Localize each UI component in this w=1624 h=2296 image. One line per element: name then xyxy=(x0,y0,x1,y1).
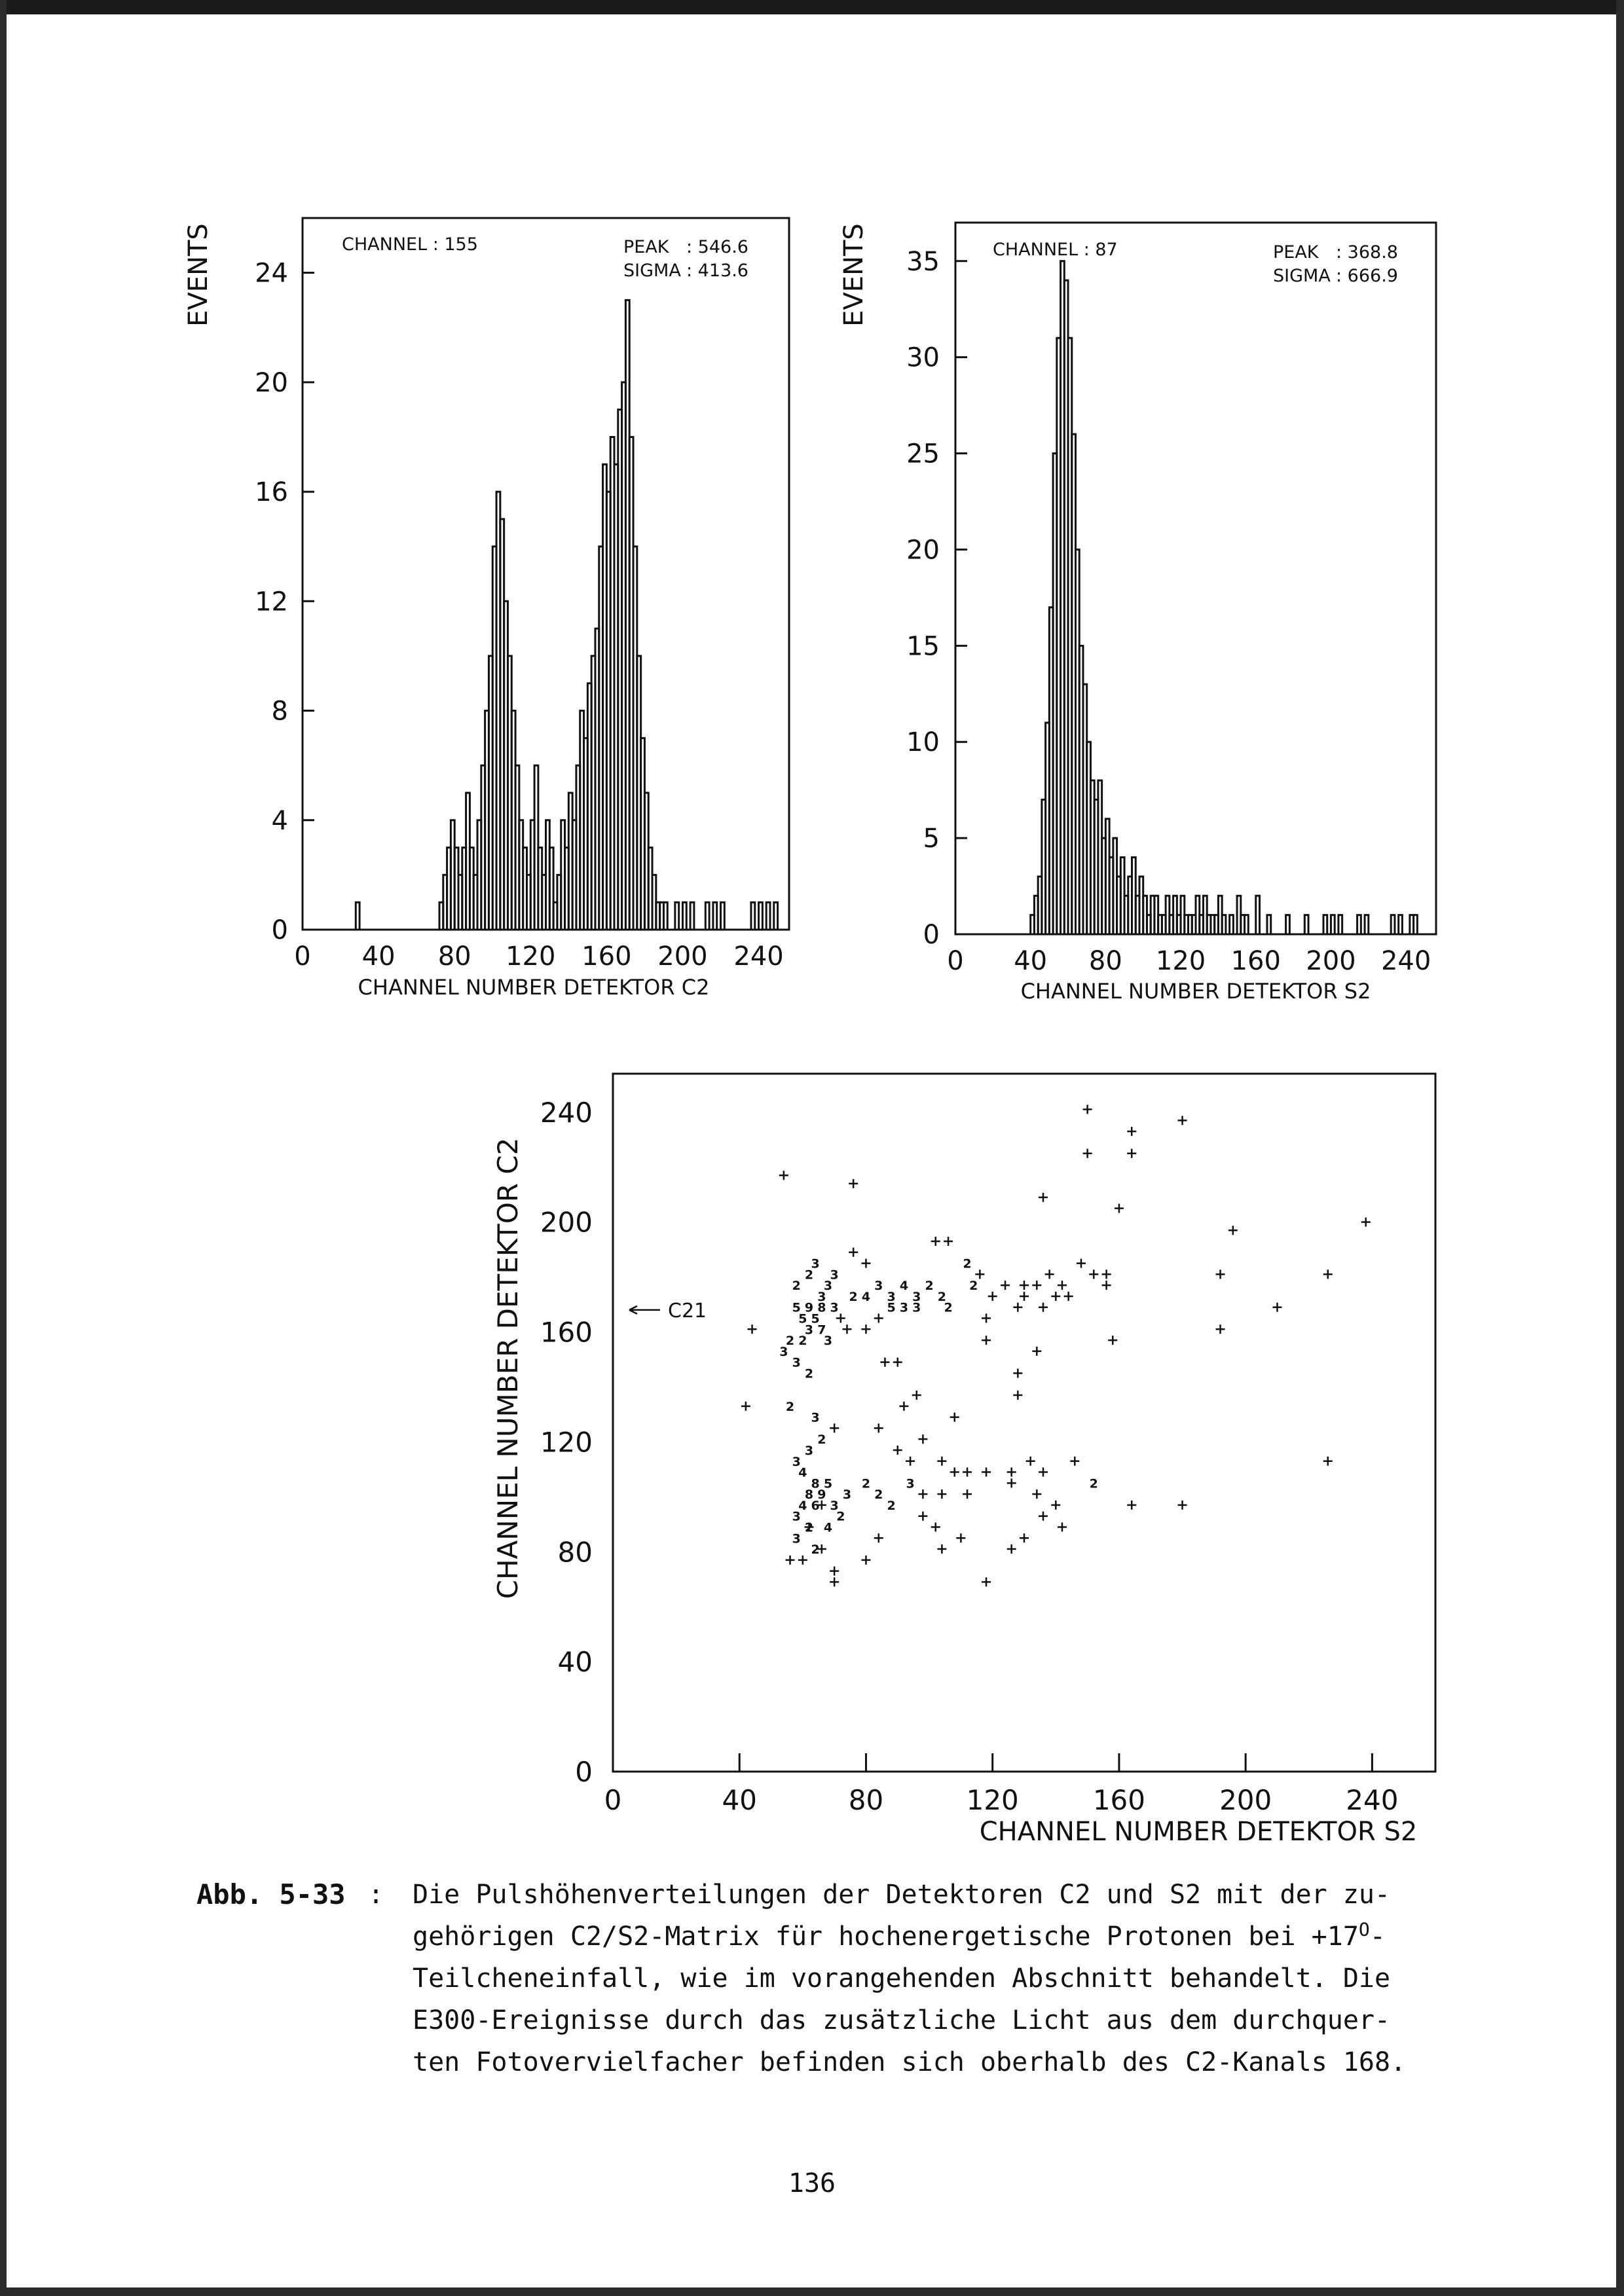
scatter-point xyxy=(1216,1324,1225,1334)
histogram-bar xyxy=(759,902,763,930)
count-marker: 3 xyxy=(792,1509,801,1524)
count-marker: 3 xyxy=(804,1443,814,1458)
count-marker: 2 xyxy=(792,1279,801,1294)
histogram-bar xyxy=(1414,915,1418,934)
y-tick-label: 240 xyxy=(540,1096,593,1129)
y-tick-label: 24 xyxy=(255,258,288,289)
count-marker: 4 xyxy=(861,1289,871,1304)
caption-text: - xyxy=(1369,1922,1386,1952)
scatter-point xyxy=(950,1468,959,1477)
x-tick-label: 80 xyxy=(1088,946,1122,976)
y-tick-label: 20 xyxy=(255,367,288,398)
scatter-point xyxy=(1058,1522,1067,1531)
caption-colon: : xyxy=(368,1880,384,1910)
scatter-point xyxy=(1070,1457,1079,1466)
sigma-label: SIGMA xyxy=(1273,266,1331,286)
scatter-point xyxy=(906,1457,915,1466)
count-marker: 2 xyxy=(969,1279,978,1294)
scatter-point xyxy=(1077,1259,1086,1268)
count-marker: 3 xyxy=(811,1410,820,1425)
peak-label: PEAK xyxy=(1273,242,1319,263)
scatter-point xyxy=(1102,1269,1111,1279)
scatter-point xyxy=(956,1533,965,1542)
scatter-point xyxy=(1026,1457,1035,1466)
scatter-point xyxy=(944,1237,953,1246)
scatter-point xyxy=(1083,1149,1092,1158)
scatter-point xyxy=(861,1324,870,1334)
count-marker: 3 xyxy=(811,1256,820,1271)
count-marker: 3 xyxy=(792,1531,801,1546)
scatter-point xyxy=(1039,1193,1048,1202)
x-tick-label: 160 xyxy=(1230,946,1281,976)
scatter-point xyxy=(786,1556,795,1565)
x-tick-label: 240 xyxy=(733,941,784,972)
histogram-bar xyxy=(1399,915,1403,934)
x-tick-label: 80 xyxy=(437,941,471,972)
scatter-point xyxy=(893,1446,902,1455)
x-tick-label: 240 xyxy=(1380,946,1431,976)
y-tick-label: 200 xyxy=(540,1206,593,1239)
count-marker: 2 xyxy=(811,1542,820,1558)
count-marker: 4 xyxy=(798,1498,807,1513)
histogram-bar xyxy=(751,902,755,930)
scatter-point xyxy=(861,1259,870,1268)
histogram-bar xyxy=(1304,915,1308,934)
caption-line: E300-Ereignisse durch das zusätzliche Licht aus dem durchquer- xyxy=(413,2005,1391,2035)
scatter-point xyxy=(1013,1368,1022,1377)
scatter-point xyxy=(982,1577,991,1586)
scatter-point xyxy=(1051,1501,1060,1510)
page-number: 136 xyxy=(788,2168,836,2198)
x-axis-label: CHANNEL NUMBER DETEKTOR S2 xyxy=(979,1817,1418,1847)
scatter-point xyxy=(1020,1292,1029,1301)
histogram-bar xyxy=(663,902,667,930)
scatter-point xyxy=(982,1468,991,1477)
histogram-bar xyxy=(766,902,770,930)
caption-text: gehörigen C2/S2-Matrix für hochenergetische Protonen bei +17 xyxy=(413,1922,1359,1952)
count-marker: 8 xyxy=(804,1487,814,1503)
scatter-point xyxy=(1007,1468,1016,1477)
scatter-point xyxy=(1323,1269,1333,1279)
scatter-point xyxy=(849,1248,858,1257)
y-tick-label: 0 xyxy=(575,1756,593,1788)
x-tick-label: 120 xyxy=(1155,946,1206,976)
scatter-point xyxy=(1178,1501,1187,1510)
x-tick-label: 80 xyxy=(848,1784,884,1816)
count-marker: 2 xyxy=(785,1399,795,1414)
scatter-point xyxy=(1127,1149,1136,1158)
count-marker: 3 xyxy=(779,1344,788,1359)
scatter-point xyxy=(1045,1269,1054,1279)
scatter-point xyxy=(931,1522,940,1531)
histogram-bar xyxy=(1256,896,1260,934)
channel-label: CHANNEL : 87 xyxy=(993,240,1118,260)
count-marker: 2 xyxy=(817,1432,826,1448)
count-marker: 2 xyxy=(785,1334,795,1349)
x-tick-label: 40 xyxy=(722,1784,757,1816)
scatter-point xyxy=(963,1489,972,1499)
count-marker: 3 xyxy=(823,1334,833,1349)
scatter-point xyxy=(918,1512,927,1521)
x-tick-label: 0 xyxy=(604,1784,622,1816)
count-marker: 2 xyxy=(804,1267,814,1283)
caption-line: ten Fotovervielfacher befinden sich oberhalb des C2-Kanals 168. xyxy=(413,2047,1407,2077)
x-axis-label: CHANNEL NUMBER DETEKTOR S2 xyxy=(1020,979,1371,1004)
scatter-point xyxy=(1228,1226,1238,1235)
count-marker: 3 xyxy=(792,1454,801,1469)
y-tick-label: 10 xyxy=(906,727,940,758)
y-tick-label: 16 xyxy=(255,477,288,508)
scatter-point xyxy=(937,1544,946,1554)
caption-label: Abb. 5-33 xyxy=(196,1878,346,1910)
count-marker: 3 xyxy=(842,1487,852,1503)
scatter-point xyxy=(931,1237,940,1246)
scatter-point xyxy=(1032,1489,1041,1499)
count-marker: 8 xyxy=(811,1476,820,1491)
sigma-value: : 413.6 xyxy=(686,261,748,281)
count-marker: 4 xyxy=(899,1279,909,1294)
count-marker: 2 xyxy=(836,1509,845,1524)
x-tick-label: 40 xyxy=(1014,946,1048,976)
plot-frame xyxy=(613,1074,1435,1772)
y-axis-label: CHANNEL NUMBER DETEKTOR C2 xyxy=(492,1137,524,1599)
count-marker: 3 xyxy=(912,1289,921,1304)
scatter-point xyxy=(861,1556,870,1565)
caption-line: Teilcheneinfall, wie im vorangehenden Abschnitt behandelt. Die xyxy=(413,1963,1391,1994)
scatter-point xyxy=(1039,1512,1048,1521)
scatter-point xyxy=(975,1269,984,1279)
annotation-label: C21 xyxy=(668,1299,707,1322)
count-marker: 8 xyxy=(817,1300,826,1315)
scatter-point xyxy=(912,1391,921,1400)
histogram-bar xyxy=(774,902,778,930)
count-marker: 2 xyxy=(925,1279,934,1294)
count-marker: 2 xyxy=(798,1334,807,1349)
count-marker: 3 xyxy=(823,1279,833,1294)
scatter-point xyxy=(1323,1457,1333,1466)
scatter-point xyxy=(1127,1501,1136,1510)
histogram-bar xyxy=(1245,915,1249,934)
count-marker: 4 xyxy=(823,1520,833,1535)
y-tick-label: 120 xyxy=(540,1426,593,1459)
scatter-point xyxy=(918,1489,927,1499)
scatter-point xyxy=(1039,1468,1048,1477)
y-tick-label: 0 xyxy=(271,915,288,945)
count-marker: 2 xyxy=(937,1289,947,1304)
histogram-bar xyxy=(682,902,686,930)
count-marker: 3 xyxy=(830,1267,839,1283)
caption-body xyxy=(413,1874,1486,2083)
y-tick-label: 35 xyxy=(906,246,940,277)
scatter-point xyxy=(1013,1303,1022,1312)
caption-line: Die Pulshöhenverteilungen der Detektoren C2 und S2 mit der zu- xyxy=(413,1880,1391,1910)
scatter-point xyxy=(1007,1544,1016,1554)
histogram-bar xyxy=(1323,915,1327,934)
histogram-bar xyxy=(1230,915,1234,934)
histogram-bar xyxy=(675,902,679,930)
count-marker: 4 xyxy=(798,1465,807,1480)
y-axis-label: EVENTS xyxy=(839,223,869,327)
scatter-point xyxy=(1115,1204,1124,1213)
count-marker: 2 xyxy=(944,1300,953,1315)
count-marker: 6 xyxy=(811,1498,820,1513)
y-tick-label: 40 xyxy=(557,1646,593,1679)
count-marker: 3 xyxy=(792,1355,801,1370)
y-tick-label: 15 xyxy=(906,631,940,662)
x-tick-label: 200 xyxy=(1219,1784,1272,1816)
y-tick-label: 12 xyxy=(255,587,288,617)
y-tick-label: 160 xyxy=(540,1316,593,1349)
y-tick-label: 25 xyxy=(906,439,940,469)
count-marker: 2 xyxy=(804,1366,814,1381)
histogram-bar xyxy=(690,902,694,930)
scatter-point xyxy=(937,1489,946,1499)
histogram-bar xyxy=(356,902,360,930)
histogram-bar xyxy=(1286,915,1290,934)
scatter-point xyxy=(1127,1127,1136,1136)
scatter-point xyxy=(874,1533,883,1542)
plot-frame xyxy=(955,223,1436,934)
scatter-point xyxy=(1007,1478,1016,1487)
scatter-point xyxy=(982,1314,991,1323)
count-marker: 3 xyxy=(906,1476,915,1491)
count-marker: 9 xyxy=(804,1300,814,1315)
count-marker: 5 xyxy=(792,1300,801,1315)
caption-line xyxy=(413,1916,1486,1958)
scatter-point xyxy=(1089,1269,1098,1279)
count-marker: 7 xyxy=(817,1322,826,1338)
x-tick-label: 120 xyxy=(966,1784,1019,1816)
scatter-point xyxy=(1032,1281,1041,1290)
scatter-point xyxy=(1013,1391,1022,1400)
count-marker: 5 xyxy=(823,1476,833,1491)
peak-label: PEAK xyxy=(623,237,669,257)
scatter-point xyxy=(874,1423,883,1432)
peak-value: : 368.8 xyxy=(1336,242,1398,263)
count-marker: 3 xyxy=(912,1300,921,1315)
scatter-point xyxy=(1064,1292,1073,1301)
count-marker: 3 xyxy=(804,1322,814,1338)
count-marker: 3 xyxy=(830,1498,839,1513)
count-marker: 3 xyxy=(887,1289,896,1304)
scatter-point xyxy=(741,1402,750,1411)
histogram-bar xyxy=(1338,915,1342,934)
scatter-point xyxy=(1051,1292,1060,1301)
count-marker: 2 xyxy=(887,1498,896,1513)
x-tick-label: 200 xyxy=(657,941,708,972)
annotation-arrow xyxy=(629,1306,660,1314)
y-tick-label: 80 xyxy=(557,1536,593,1569)
histogram-bar xyxy=(1391,915,1395,934)
scatter-point xyxy=(1361,1218,1371,1227)
scatter-point xyxy=(1020,1533,1029,1542)
scatter-point xyxy=(830,1577,839,1586)
count-marker: 5 xyxy=(811,1311,820,1326)
x-tick-label: 160 xyxy=(1092,1784,1146,1816)
scatter-point xyxy=(1039,1303,1048,1312)
sigma-label: SIGMA xyxy=(623,261,681,281)
scatter-point xyxy=(849,1179,858,1188)
x-axis-label: CHANNEL NUMBER DETEKTOR C2 xyxy=(358,975,710,1000)
histogram-bar xyxy=(1357,915,1361,934)
caption-superscript: O xyxy=(1358,1918,1370,1941)
x-tick-label: 160 xyxy=(581,941,632,972)
count-marker: 3 xyxy=(899,1300,909,1315)
count-marker: 3 xyxy=(874,1279,883,1294)
x-tick-label: 40 xyxy=(361,941,396,972)
count-marker: 5 xyxy=(887,1300,896,1315)
scatter-point xyxy=(937,1457,946,1466)
scatter-point xyxy=(918,1434,927,1444)
scatter-point xyxy=(1216,1269,1225,1279)
histogram-bar xyxy=(713,902,717,930)
scatter-point xyxy=(982,1336,991,1345)
x-tick-label: 120 xyxy=(506,941,556,972)
count-marker: 3 xyxy=(817,1289,826,1304)
histogram-bar xyxy=(705,902,709,930)
scatter-point xyxy=(874,1314,883,1323)
y-tick-label: 20 xyxy=(906,535,940,566)
scatter-point xyxy=(899,1402,908,1411)
y-axis-label: EVENTS xyxy=(183,223,213,327)
y-tick-label: 8 xyxy=(271,696,288,727)
scatter-point xyxy=(880,1358,889,1367)
histogram-bar xyxy=(1222,915,1226,934)
channel-label: CHANNEL : 155 xyxy=(342,234,478,255)
y-tick-label: 4 xyxy=(271,805,288,836)
histogram-bar xyxy=(1365,915,1369,934)
scatter-point xyxy=(1020,1281,1029,1290)
scatter-point xyxy=(779,1171,788,1180)
y-tick-label: 0 xyxy=(923,920,940,950)
scatter-point xyxy=(1058,1281,1067,1290)
scatter-point xyxy=(1178,1116,1187,1125)
histogram-bar xyxy=(721,902,725,930)
scatter-point xyxy=(963,1468,972,1477)
count-marker: 2 xyxy=(804,1520,814,1535)
count-marker: 9 xyxy=(817,1487,826,1503)
scatter-point xyxy=(842,1324,851,1334)
count-marker: 2 xyxy=(1089,1476,1098,1491)
histogram-bar xyxy=(1331,915,1335,934)
x-tick-label: 0 xyxy=(294,941,311,972)
scatter-point xyxy=(830,1567,839,1576)
scatter-point xyxy=(830,1423,839,1432)
scatter-point xyxy=(1108,1336,1117,1345)
count-marker: 2 xyxy=(963,1256,972,1271)
y-tick-label: 30 xyxy=(906,342,940,373)
scatter-point xyxy=(1001,1281,1010,1290)
count-marker: 3 xyxy=(830,1300,839,1315)
scatter-point xyxy=(1083,1105,1092,1114)
scatter-point xyxy=(1102,1281,1111,1290)
scatter-point xyxy=(1272,1303,1282,1312)
sigma-value: : 666.9 xyxy=(1336,266,1398,286)
count-marker: 2 xyxy=(874,1487,883,1503)
count-marker: 2 xyxy=(849,1289,858,1304)
count-marker: 2 xyxy=(861,1476,871,1491)
scatter-point xyxy=(893,1358,902,1367)
x-tick-label: 240 xyxy=(1346,1784,1399,1816)
scatter-point xyxy=(988,1292,997,1301)
count-marker: 5 xyxy=(798,1311,807,1326)
x-tick-label: 0 xyxy=(947,946,964,976)
peak-value: : 546.6 xyxy=(686,237,748,257)
histogram-bar xyxy=(1267,915,1271,934)
x-tick-label: 200 xyxy=(1306,946,1356,976)
scatter-point xyxy=(950,1413,959,1422)
scatter-point xyxy=(798,1556,807,1565)
scatter-point xyxy=(1032,1347,1041,1356)
scatter-point xyxy=(748,1324,757,1334)
y-tick-label: 5 xyxy=(923,824,940,854)
